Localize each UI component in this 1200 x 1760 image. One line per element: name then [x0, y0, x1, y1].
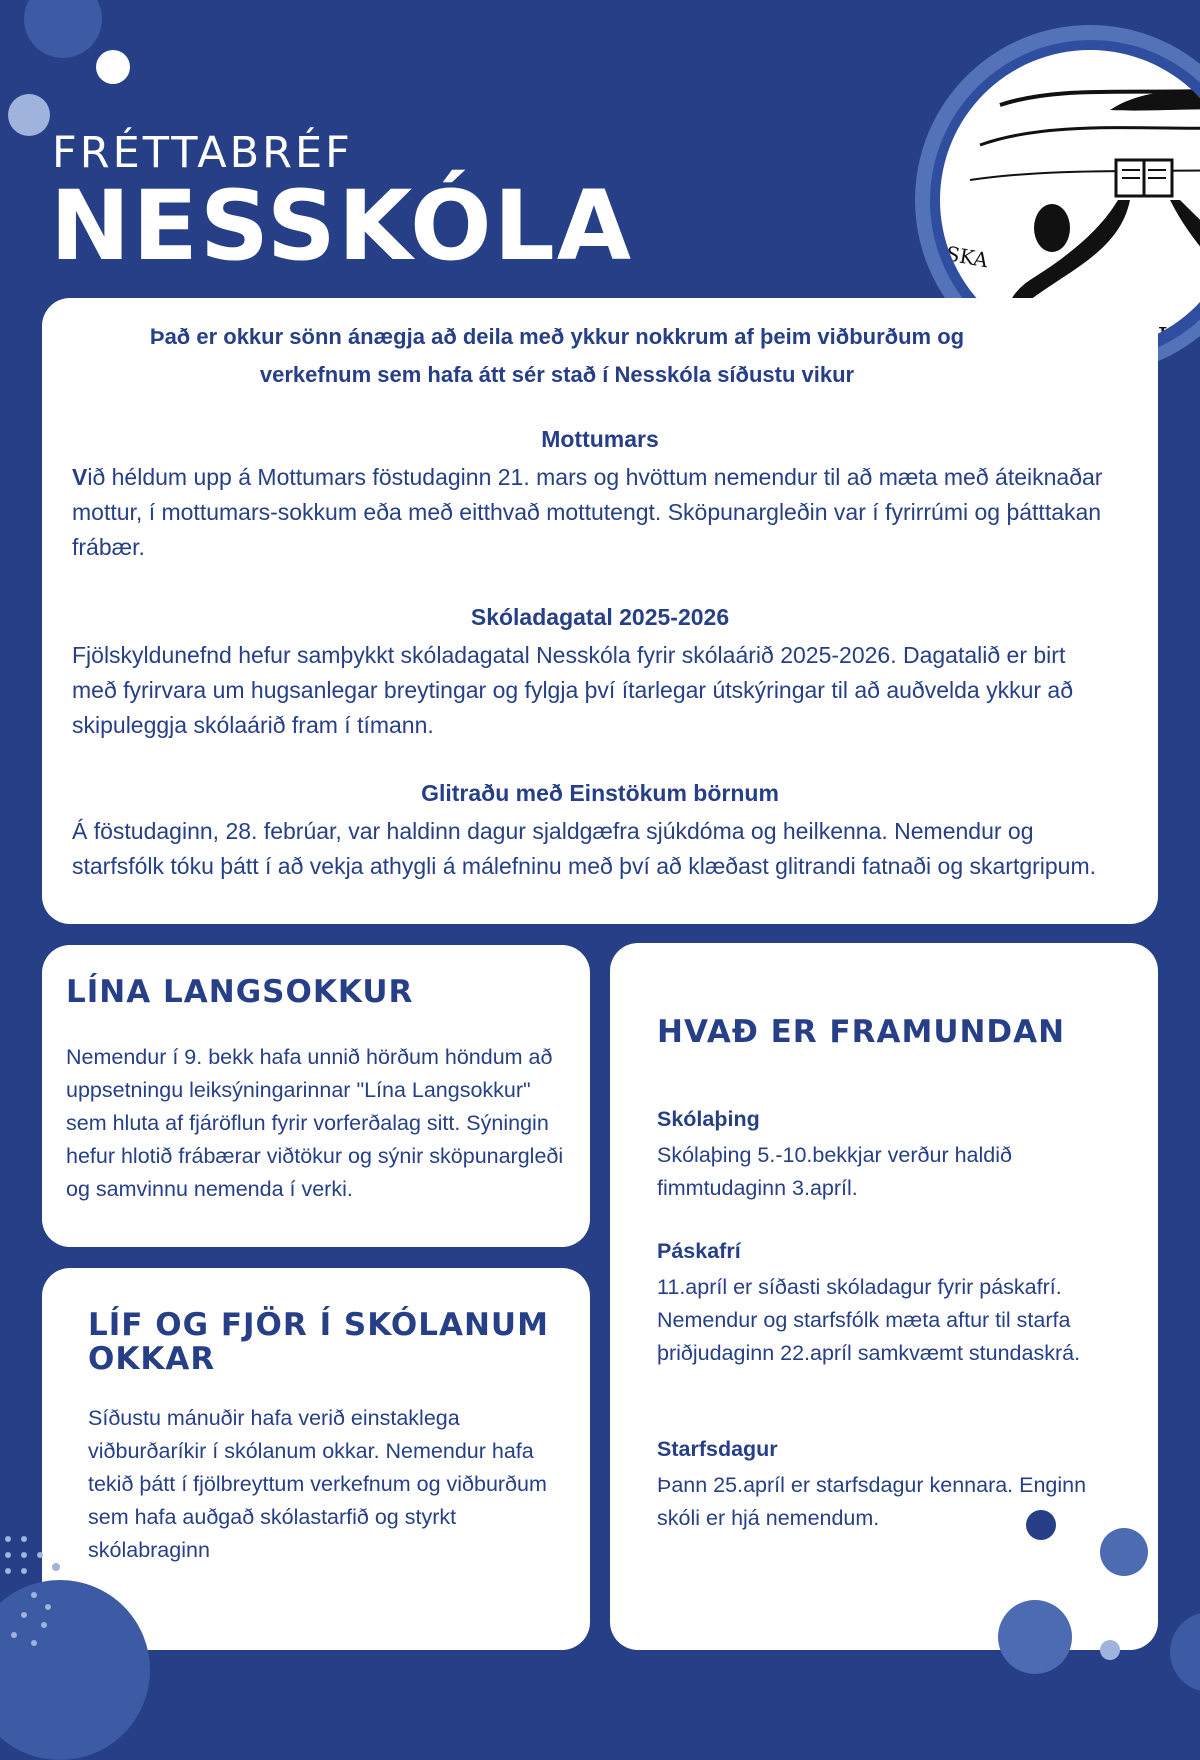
framundan-heading: HVAÐ ER FRAMUNDAN: [657, 1014, 1066, 1050]
event-title-paskafri: Páskafrí: [657, 1239, 741, 1263]
section-title-mottumars: Mottumars: [541, 426, 659, 452]
decor-circle: [24, 0, 102, 58]
lif-heading: LÍF OG FJÖR Í SKÓLANUM OKKAR: [88, 1307, 549, 1377]
dropcap-letter: V: [72, 464, 88, 490]
decor-dot-grid: [4, 1535, 64, 1655]
decor-circle: [1026, 1510, 1056, 1540]
dot-grid-icon: [4, 1535, 64, 1655]
decor-circle: [1100, 1640, 1120, 1660]
section-body-mottumars: [72, 460, 1112, 565]
event-body-skolathing: Skólaþing 5.-10.bekkjar verður haldið fimmtudaginn 3.apríl.: [657, 1143, 1012, 1200]
newsletter-kicker: FRÉTTABRÉF: [52, 128, 353, 178]
intro-lead: Það er okkur sönn ánægja að deila með ykkur nokkrum af þeim viðburðum og verkefnum sem hafa átt sér stað í Nesskóla síðustu vikur: [149, 324, 965, 387]
event-title-skolathing: Skólaþing: [657, 1107, 760, 1131]
decor-circle: [8, 94, 50, 136]
lina-body: Nemendur í 9. bekk hafa unnið hörðum höndum að uppsetningu leiksýningarinnar "Lína Langsokkur" sem hluta af fjáröflun fyrir vorferðalag sitt. Sýningin hefur hlotið frábærar viðtökur og sýnir sköpunargleði og samvinnu nemenda í verki.: [66, 1045, 564, 1201]
section-body-skoladagatal: Fjölskyldunefnd hefur samþykkt skóladagatal Nesskóla fyrir skólaárið 2025-2026. Dagatalið er birt með fyrirvara um hugsanlegar breytingar og fylgja því ítarlegar útskýringar til að auðvelda ykkur að skipuleggja skólaárið fram í tímann.: [72, 642, 1073, 738]
event-body-paskafri: 11.apríl er síðasti skóladagur fyrir páskafrí. Nemendur og starfsfólk mæta aftur til starfa þriðjudaginn 22.apríl samkvæmt stundaskrá.: [657, 1275, 1081, 1365]
decor-circle: [96, 50, 130, 84]
framundan-card: [610, 943, 1158, 1650]
section-title-glitradu: Glitraðu með Einstökum börnum: [421, 780, 779, 806]
page-title: NESSKÓLA: [50, 170, 634, 282]
lina-card: [42, 945, 590, 1247]
section-body-glitradu: Á föstudaginn, 28. febrúar, var haldinn dagur sjaldgæfra sjúkdóma og heilkenna. Nemendur og starfsfólk tóku þátt í að vekja athygli á málefninu með því að klæðast glitrandi fatnaði og skartgripum.: [72, 818, 1097, 879]
section-title-skoladagatal: Skóladagatal 2025-2026: [470, 604, 730, 630]
intro-card: [42, 298, 1158, 924]
event-title-starfsdagur: Starfsdagur: [657, 1437, 778, 1461]
decor-circle: [998, 1600, 1072, 1674]
lif-card: [42, 1268, 590, 1650]
lif-body: Síðustu mánuðir hafa verið einstaklega viðburðaríkir í skólanum okkar. Nemendur hafa tekið þátt í fjölbreyttum verkefnum og viðburðum sem hafa auðgað skólastarfið og styrkt skólabraginn: [88, 1406, 547, 1562]
logo-side-text: SKA: [944, 241, 990, 273]
section-body-text: ið héldum upp á Mottumars föstudaginn 21. mars og hvöttum nemendur til að mæta með áteiknaðar mottur, í mottumars-sokkum eða með eitthvað mottutengt. Sköpunargleðin var í fyrirrúmi og þátttakan frábær.: [72, 464, 1103, 560]
decor-circle: [1100, 1528, 1148, 1576]
decor-circle: [1170, 1612, 1200, 1692]
event-body-starfsdagur: Þann 25.apríl er starfsdagur kennara. Enginn skóli er hjá nemendum.: [657, 1473, 1087, 1530]
lina-heading: LÍNA LANGSOKKUR: [66, 974, 414, 1010]
